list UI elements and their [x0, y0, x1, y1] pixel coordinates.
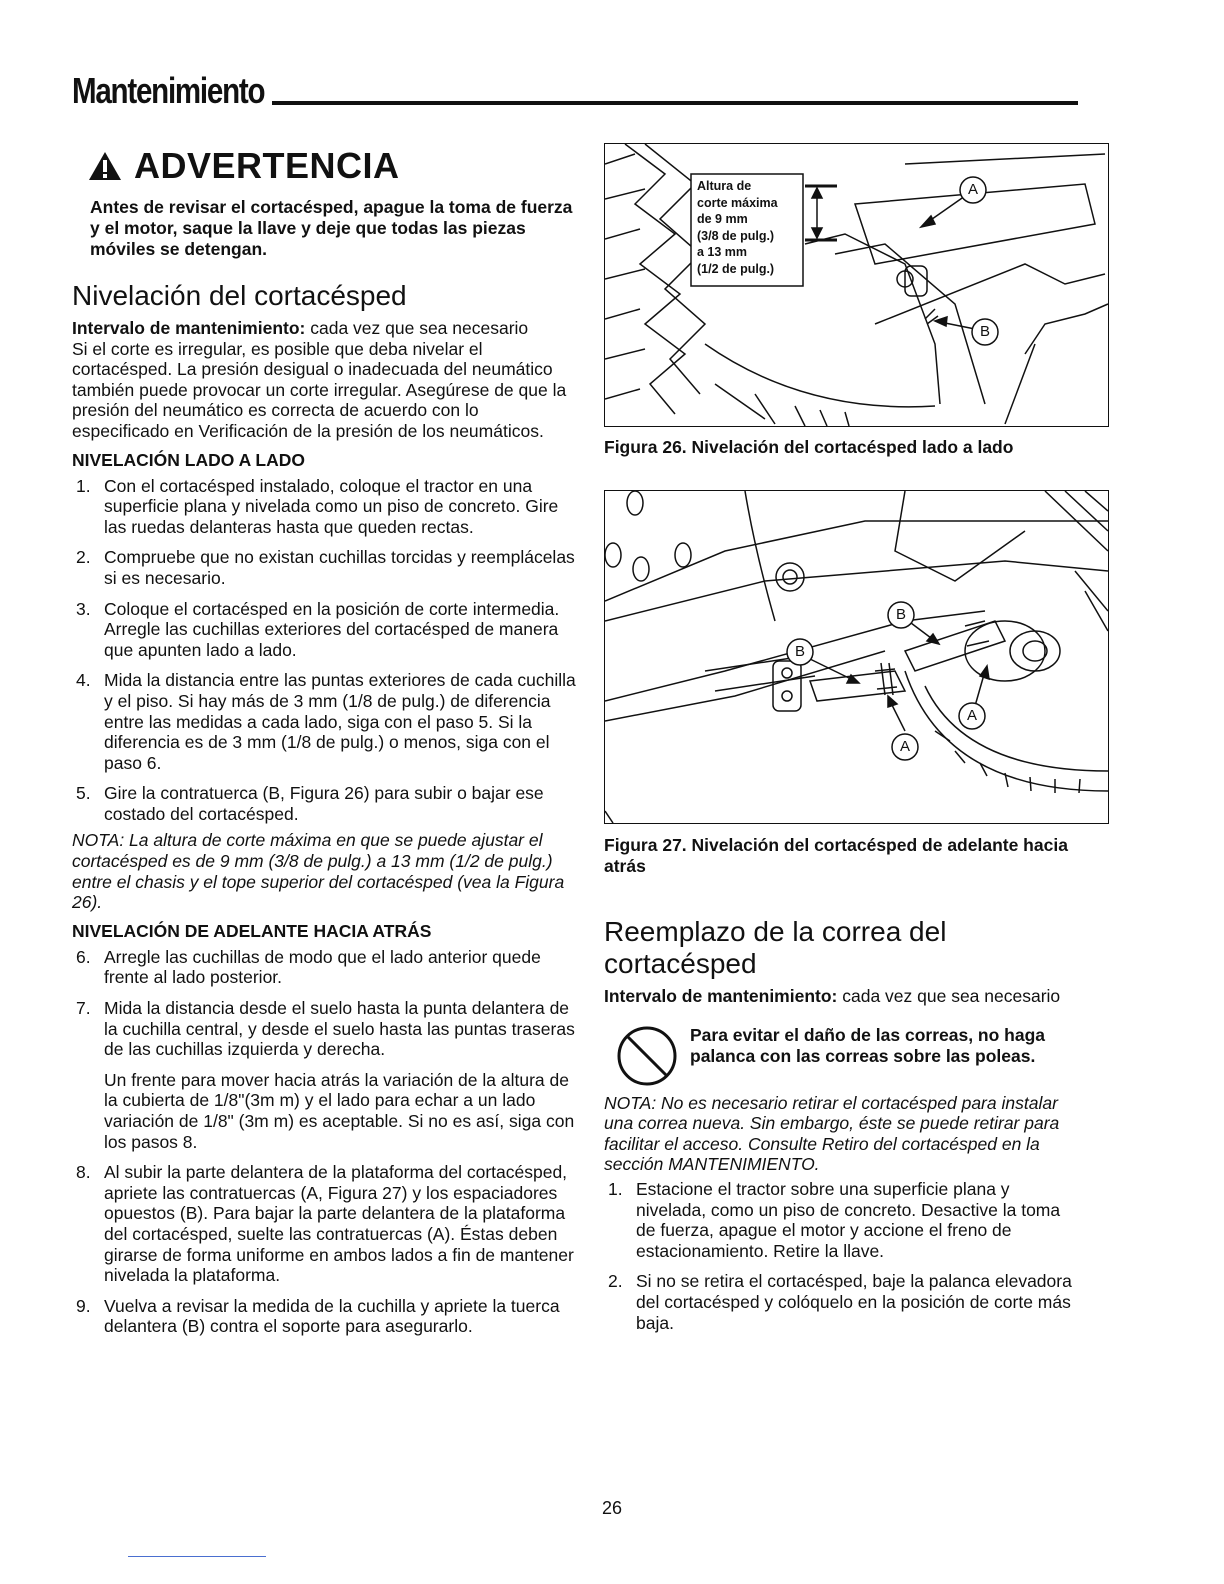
step-text: Compruebe que no existan cuchillas torcidas y reemplácelas si es necesario.	[104, 547, 575, 588]
callout-line: (3/8 de pulg.)	[697, 228, 775, 243]
step-number: 1.	[76, 475, 91, 496]
step-number: 5.	[76, 783, 91, 804]
label-a: A	[967, 181, 978, 198]
list-item	[72, 670, 577, 773]
mower-side-leveling-drawing	[605, 144, 1108, 426]
step-number: 2.	[608, 1271, 623, 1292]
interval-value: cada vez que sea necesario	[305, 318, 529, 338]
step-text: Gire la contratuerca (B, Figura 26) para subir o bajar ese costado del cortacésped.	[104, 783, 544, 824]
warning-triangle-icon	[88, 151, 122, 181]
warning-title: ADVERTENCIA	[134, 145, 400, 186]
callout-line: corte máxima	[697, 195, 778, 210]
list-item	[72, 998, 577, 1152]
step-text: Mida la distancia desde el suelo hasta la punta delantera de la cuchilla central, y desde el suelo hasta las puntas traseras de las cuchillas izquierda y derecha.	[104, 998, 575, 1060]
list-item	[72, 476, 577, 538]
callout-line: de 9 mm	[697, 212, 748, 226]
step-number: 3.	[76, 598, 91, 619]
step-number: 1.	[608, 1178, 623, 1199]
label-b: B	[979, 323, 990, 340]
step-number: 9.	[76, 1295, 91, 1316]
leveling-interval	[72, 318, 577, 339]
step-text: Con el cortacésped instalado, coloque el tractor en una superficie plana y nivelada como un piso de concreto. Gire las ruedas delanteras hasta que queden rectas.	[104, 475, 559, 537]
interval-label: Intervalo de mantenimiento:	[604, 986, 838, 1006]
leveling-intro: Si el corte es irregular, es posible que deba nivelar el cortacésped. La presión desigual o inadecuada del neumático también puede provocar un corte irregular. Asegúrese de que la presión del neumático es correcta de acuerdo con lo especificado en Verificación de la presión de los neumáticos.	[72, 338, 567, 441]
side-leveling-heading: NIVELACIÓN LADO A LADO	[72, 449, 306, 470]
belt-prohibition	[616, 1025, 1079, 1087]
list-item	[604, 1179, 1079, 1261]
step-text: Mida la distancia entre las puntas exteriores de cada cuchilla y el piso. Si hay más de 3 mm (1/8 de pulg.) de diferencia entre las medidas a cada lado, siga con el paso 5. Si la diferencia es de 3 mm (1/8 de pulg.) o menos, siga con el paso 6.	[104, 670, 576, 773]
step-text: Arregle las cuchillas de modo que el lado anterior quede frente al lado posterior.	[104, 946, 541, 988]
list-item	[72, 1162, 577, 1286]
step-subtext: Un frente para mover hacia atrás la variación de la altura de la cubierta de 1/8"(3m m) y el lado para echar a un lado variación de 1/8" (3m m) es aceptable. Si no es así, siga con los pasos 8.	[104, 1069, 575, 1152]
figure-27-illustration	[604, 490, 1109, 824]
step-number: 8.	[76, 1162, 91, 1183]
step-text: Al subir la parte delantera de la plataforma del cortacésped, apriete las contratuercas (A, Figura 27) y los espaciadores opuestos (B). Para bajar la parte delantera de la plataforma del cortacésped, suelte las contratuercas (A). Éstas deben girarse de forma uniforme en ambos lados a fin de mantener nivelada la plataforma.	[104, 1162, 574, 1286]
belt-title: Reemplazo de la correa del cortacésped	[604, 916, 947, 979]
belt-interval	[604, 986, 1079, 1007]
page-number: 26	[601, 1498, 623, 1518]
list-item	[72, 547, 577, 588]
label-a: A	[899, 738, 910, 755]
list-item	[72, 783, 577, 824]
figure-26-caption: Figura 26. Nivelación del cortacésped lado a lado	[604, 437, 1014, 457]
list-item	[72, 599, 577, 661]
header-rule	[272, 101, 1078, 105]
side-steps-list	[72, 476, 577, 825]
prohibition-text: Para evitar el daño de las correas, no haga palanca con las correas sobre las poleas.	[690, 1024, 1046, 1066]
figure-27-caption: Figura 27. Nivelación del cortacésped de adelante hacia atrás	[604, 835, 1068, 876]
callout-line: a 13 mm	[697, 245, 748, 259]
step-text: Si no se retira el cortacésped, baje la palanca elevadora del cortacésped y colóquelo en la posición de corte más baja.	[636, 1271, 1072, 1333]
max-height-callout	[697, 178, 778, 277]
step-number: 4.	[76, 670, 91, 691]
mower-front-leveling-drawing	[605, 491, 1108, 823]
step-number: 7.	[76, 998, 91, 1019]
prohibition-icon	[616, 1025, 678, 1087]
belt-steps-list	[604, 1179, 1079, 1333]
front-steps-list	[72, 947, 577, 1337]
front-leveling-heading: NIVELACIÓN DE ADELANTE HACIA ATRÁS	[72, 920, 432, 941]
interval-value: cada vez que sea necesario	[837, 986, 1061, 1006]
label-a: A	[966, 707, 977, 724]
leveling-title: Nivelación del cortacésped	[72, 280, 407, 311]
interval-label: Intervalo de mantenimiento:	[72, 318, 306, 338]
list-item	[604, 1271, 1079, 1333]
warning-heading	[88, 145, 577, 187]
list-item	[72, 947, 577, 988]
step-text: Coloque el cortacésped en la posición de corte intermedia. Arregle las cuchillas exteriores del cortacésped de manera que apunten lado a lado.	[104, 598, 560, 660]
footer-link-line	[128, 1556, 266, 1557]
callout-line: (1/2 de pulg.)	[697, 261, 775, 276]
belt-section	[604, 898, 1079, 1343]
label-b: B	[895, 606, 906, 623]
list-item	[72, 1296, 577, 1337]
left-column	[72, 145, 577, 1347]
page-header-title: Mantenimiento	[72, 70, 265, 111]
callout-line: Altura de	[697, 179, 752, 193]
step-number: 6.	[76, 946, 91, 967]
label-b: B	[794, 643, 805, 660]
step-text: Estacione el tractor sobre una superficie plana y nivelada, como un piso de concreto. Desactive la toma de fuerza, apague el motor y accione el freno de estacionamiento. Retire la llave.	[636, 1178, 1061, 1261]
step-text: Vuelva a revisar la medida de la cuchilla y apriete la tuerca delantera (B) contra el soporte para asegurarlo.	[104, 1295, 560, 1337]
belt-note: NOTA: No es necesario retirar el cortacésped para instalar una correa nueva. Sin embargo, éste se puede retirar para facilitar el acceso. Consulte Retiro del cortacésped en la sección MANTENIMIENTO.	[604, 1092, 1060, 1175]
leveling-note: NOTA: La altura de corte máxima en que se puede ajustar el cortacésped es de 9 mm (3/8 de pulg.) a 13 mm (1/2 de pulg.) entre el chasis y el tope superior del cortacésped (vea la Figura 26).	[72, 830, 565, 913]
warning-text: Antes de revisar el cortacésped, apague la toma de fuerza y el motor, saque la llave y deje que todas las piezas móviles se detengan.	[90, 197, 573, 259]
step-number: 2.	[76, 547, 91, 568]
figure-26-illustration	[604, 143, 1109, 427]
